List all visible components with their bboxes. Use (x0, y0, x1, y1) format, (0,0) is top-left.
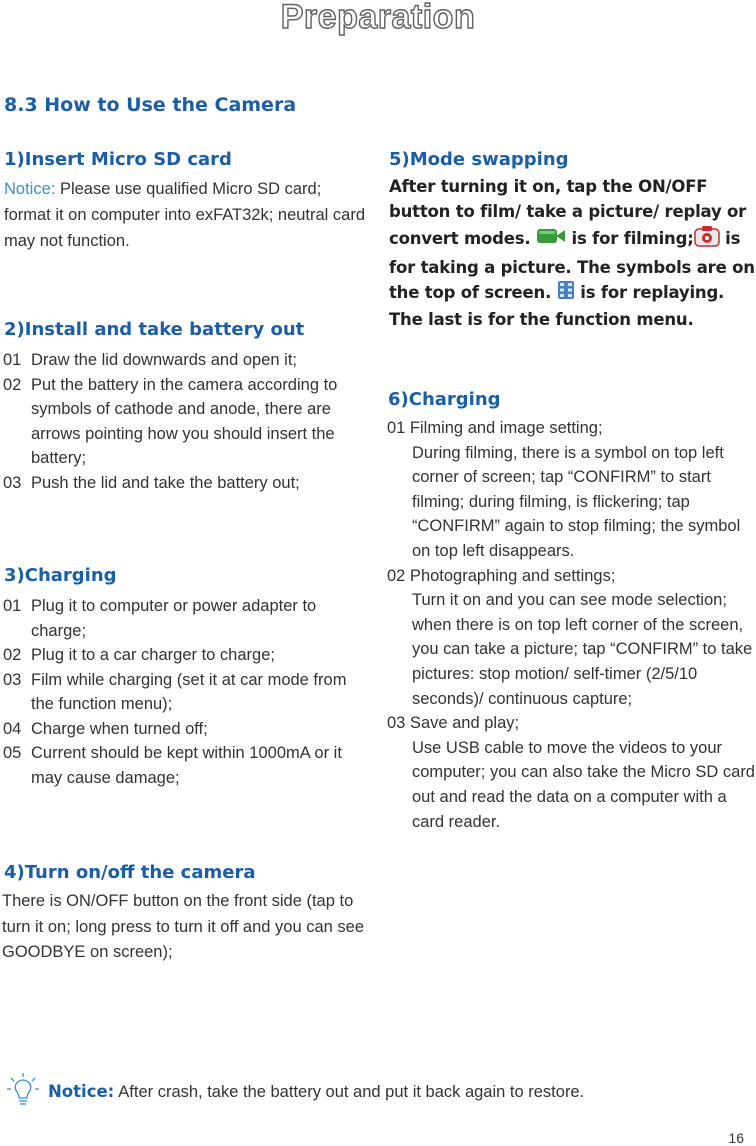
step-body: Use USB cable to move the videos to your computer; you can also take the Micro SD card out and read the data on a computer with a card reader. (412, 738, 755, 831)
list-item: 02 Plug it to a car charger to charge; (3, 646, 275, 664)
section-heading: 8.3 How to Use the Camera (4, 94, 297, 116)
list-item: 03 Film while charging (set it at car mode from the function menu); (3, 670, 347, 713)
turn-on-off-text: There is ON/OFF button on the front side (tap to turn it on; long press to turn it off and you can see GOODBYE on screen); (2, 892, 365, 961)
notice-label: Notice: (4, 180, 56, 198)
heading-install-battery: 2)Install and take battery out (4, 319, 305, 340)
page-title: Preparation (280, 0, 476, 36)
video-camera-icon (536, 226, 566, 253)
step-heading: 03 Save and play; (387, 714, 520, 733)
footer-notice (0, 1072, 756, 1112)
charging-steps (3, 594, 373, 790)
heading-charging-2: 6)Charging (388, 389, 501, 410)
list-item: 02 Put the battery in the camera according to symbols of cathode and anode, there are arrows pointing how you should insert the battery; (3, 375, 338, 467)
heading-turn-on-off: 4)Turn on/off the camera (4, 862, 256, 883)
step-body: During filming, there is a symbol on top left corner of screen; tap “CONFIRM” to start filming; during filming, is flickering; tap “CONFIRM” again to stop filming; the symbol on top left disappears. (412, 443, 741, 560)
usage-steps (387, 416, 756, 834)
step-heading: 01 Filming and image setting; (387, 419, 603, 437)
step-body: Turn it on and you can see mode selection; when there is on top left corner of the screen, you can take a picture; tap “CONFIRM” to take pictures: stop motion/ self-timer (2/5/10 seconds)/ continuous capture; (412, 591, 753, 708)
footer-notice-label: Notice: (48, 1082, 115, 1101)
list-item: 05 Current should be kept within 1000mA or it may cause damage; (3, 744, 342, 787)
list-item: 01 Draw the lid downwards and open it; (3, 351, 297, 369)
sd-notice-paragraph (4, 176, 366, 254)
battery-steps (3, 348, 369, 495)
list-item: 03 Push the lid and take the battery out; (3, 473, 300, 492)
list-item: 04 Charge when turned off; (3, 719, 208, 738)
heading-mode-swapping: 5)Mode swapping (389, 149, 569, 170)
sd-notice-text: Please use qualified Micro SD card; format it on computer into exFAT32k; neutral card may not function. (4, 180, 366, 250)
mode-swapping-text: After turning it on, tap the ON/OFF button to film/ take a picture/ replay or convert modes. is for filming; is for taking a picture. The symbols are on the top of screen. is for replaying. The last is for the function menu. (389, 177, 755, 329)
page-number: 16 (728, 1130, 744, 1146)
heading-insert-sd: 1)Insert Micro SD card (4, 149, 232, 170)
photo-camera-icon (694, 224, 720, 255)
lightbulb-icon (6, 1072, 40, 1115)
heading-charging: 3)Charging (4, 565, 117, 586)
list-item: 01 Plug it to computer or power adapter to charge; (3, 597, 317, 640)
step-heading: 02 Photographing and settings; (387, 566, 616, 585)
replay-icon (557, 280, 575, 307)
footer-text: Notice: After crash, take the battery out and put it back again to restore. (48, 1082, 585, 1101)
